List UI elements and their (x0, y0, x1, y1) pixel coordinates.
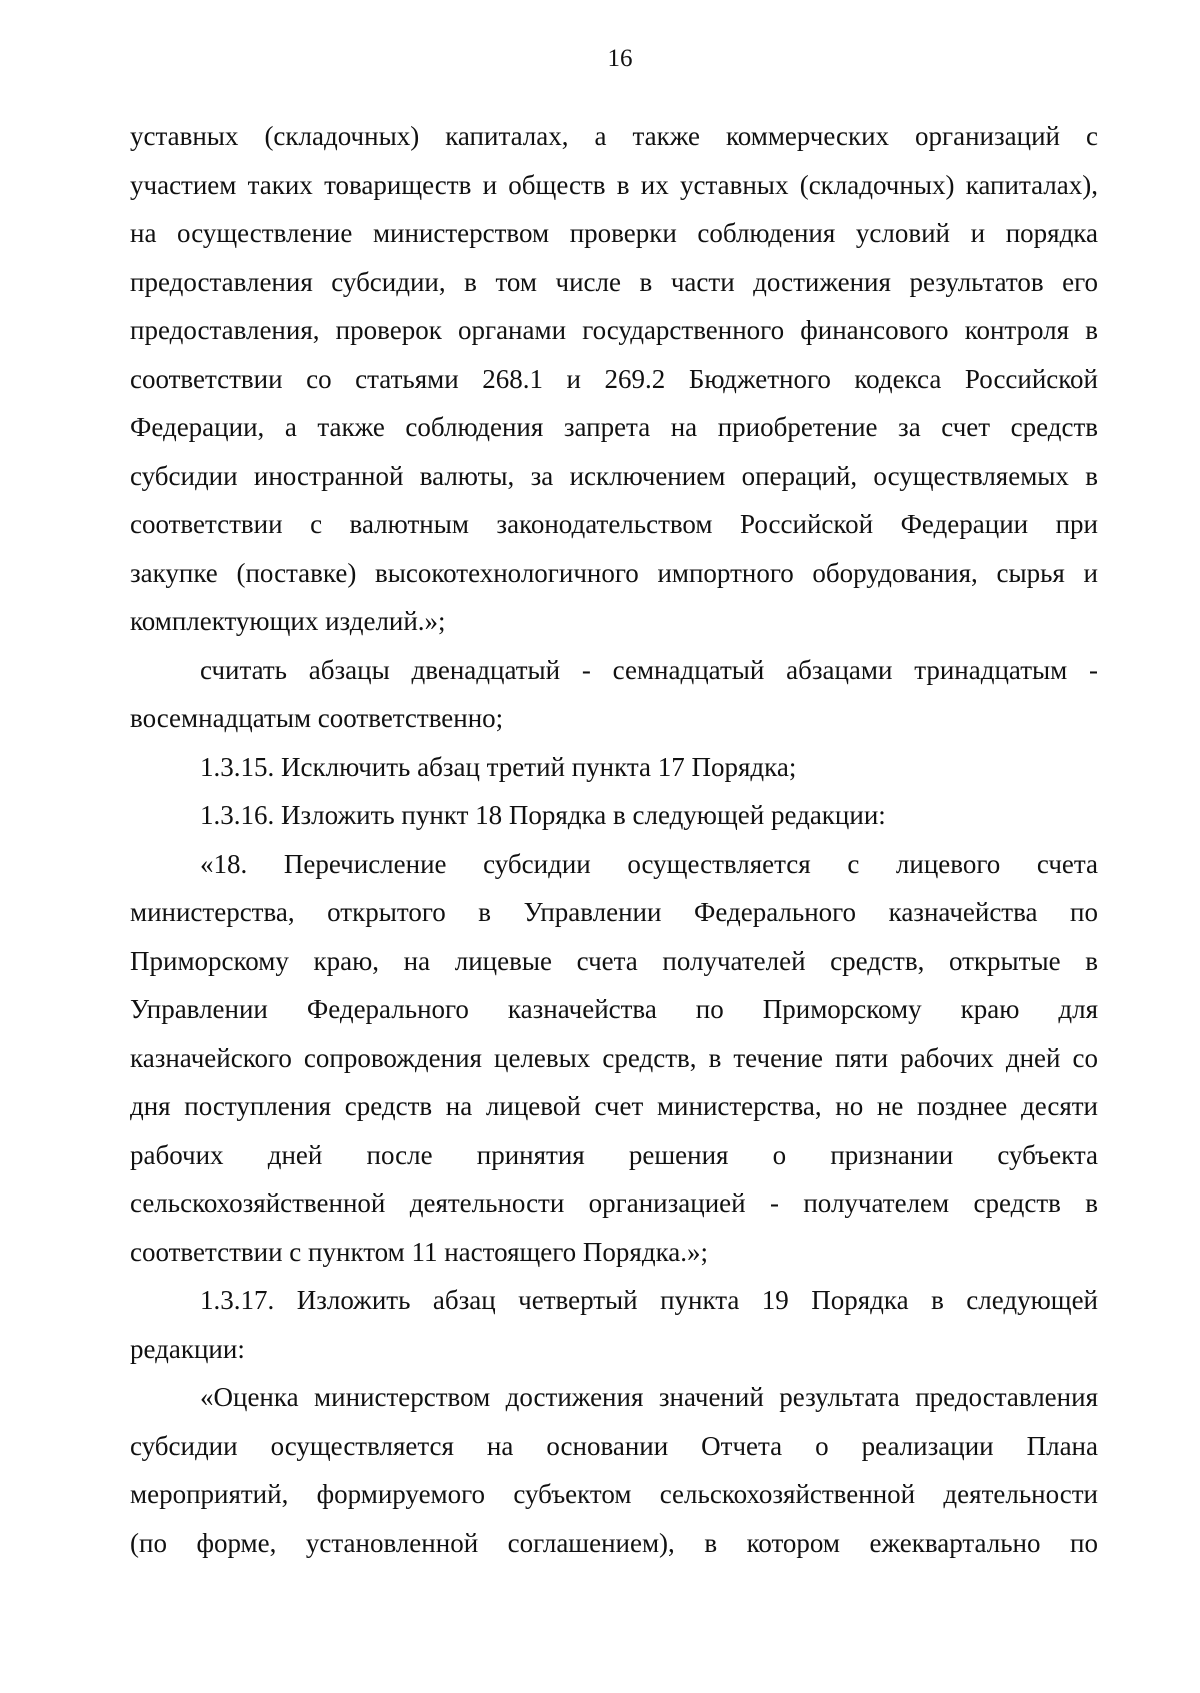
text-line: редакции: (130, 1333, 245, 1364)
text-line: субсидии иностранной валюты, за исключением операций, осуществляемых в (130, 460, 1098, 491)
text-line: уставных (складочных) капиталах, а также коммерческих организаций с (130, 121, 1098, 151)
text-line: соответствии с валютным законодательством Российской Федерации при (130, 509, 1098, 539)
paragraph (130, 646, 1098, 743)
document-body (130, 112, 1098, 1567)
text-line: закупке (поставке) высокотехнологичного импортного оборудования, сырья и (130, 557, 1098, 588)
text-line: (по форме, установленной соглашением), в котором ежеквартально по (130, 1527, 1098, 1558)
paragraph (130, 112, 1098, 646)
text-line: комплектующих изделий.»; (130, 606, 446, 636)
page-number: 16 (607, 45, 633, 72)
text-line: предоставления субсидии, в том числе в части достижения результатов его (130, 266, 1098, 297)
text-line: «18. Перечисление субсидии осуществляется с лицевого счета (200, 848, 1098, 879)
text-line: «Оценка министерством достижения значений результата предоставления (200, 1382, 1098, 1412)
text-line: мероприятий, формируемого субъектом сельскохозяйственной деятельности (130, 1479, 1098, 1509)
text-line: участием таких товариществ и обществ в их уставных (складочных) капиталах), (130, 169, 1098, 200)
text-line: соответствии со статьями 268.1 и 269.2 Бюджетного кодекса Российской (130, 363, 1098, 394)
text-line: дня поступления средств на лицевой счет министерства, но не позднее десяти (130, 1091, 1098, 1121)
text-line: предоставления, проверок органами государственного финансового контроля в (130, 315, 1098, 345)
text-line: Федерации, а также соблюдения запрета на приобретение за счет средств (130, 412, 1098, 442)
text-line: 1.3.15. Исключить абзац третий пункта 17 Порядка; (200, 751, 797, 782)
text-line: 1.3.17. Изложить абзац четвертый пункта 19 Порядка в следующей (200, 1285, 1098, 1315)
text-line: 1.3.16. Изложить пункт 18 Порядка в следующей редакции: (200, 800, 886, 830)
text-line: на осуществление министерством проверки соблюдения условий и порядка (130, 218, 1098, 248)
text-line: Управлении Федерального казначейства по Приморскому краю для (130, 994, 1098, 1024)
paragraph (130, 791, 1098, 840)
text-line: восемнадцатым соответственно; (130, 703, 504, 733)
paragraph (130, 1373, 1098, 1567)
paragraph (130, 743, 1098, 792)
text-line: Приморскому краю, на лицевые счета получателей средств, открытые в (130, 945, 1098, 976)
text-line: рабочих дней после принятия решения о признании субъекта (130, 1139, 1098, 1170)
text-line: сельскохозяйственной деятельности организацией - получателем средств в (130, 1188, 1098, 1218)
text-line: считать абзацы двенадцатый - семнадцатый абзацами тринадцатым - (200, 654, 1098, 685)
text-line: субсидии осуществляется на основании Отчета о реализации Плана (130, 1430, 1098, 1461)
text-line: министерства, открытого в Управлении Федерального казначейства по (130, 897, 1098, 927)
paragraph (130, 1276, 1098, 1373)
text-line: казначейского сопровождения целевых средств, в течение пяти рабочих дней со (130, 1042, 1098, 1073)
text-line: соответствии с пунктом 11 настоящего Порядка.»; (130, 1236, 709, 1267)
paragraph (130, 840, 1098, 1277)
